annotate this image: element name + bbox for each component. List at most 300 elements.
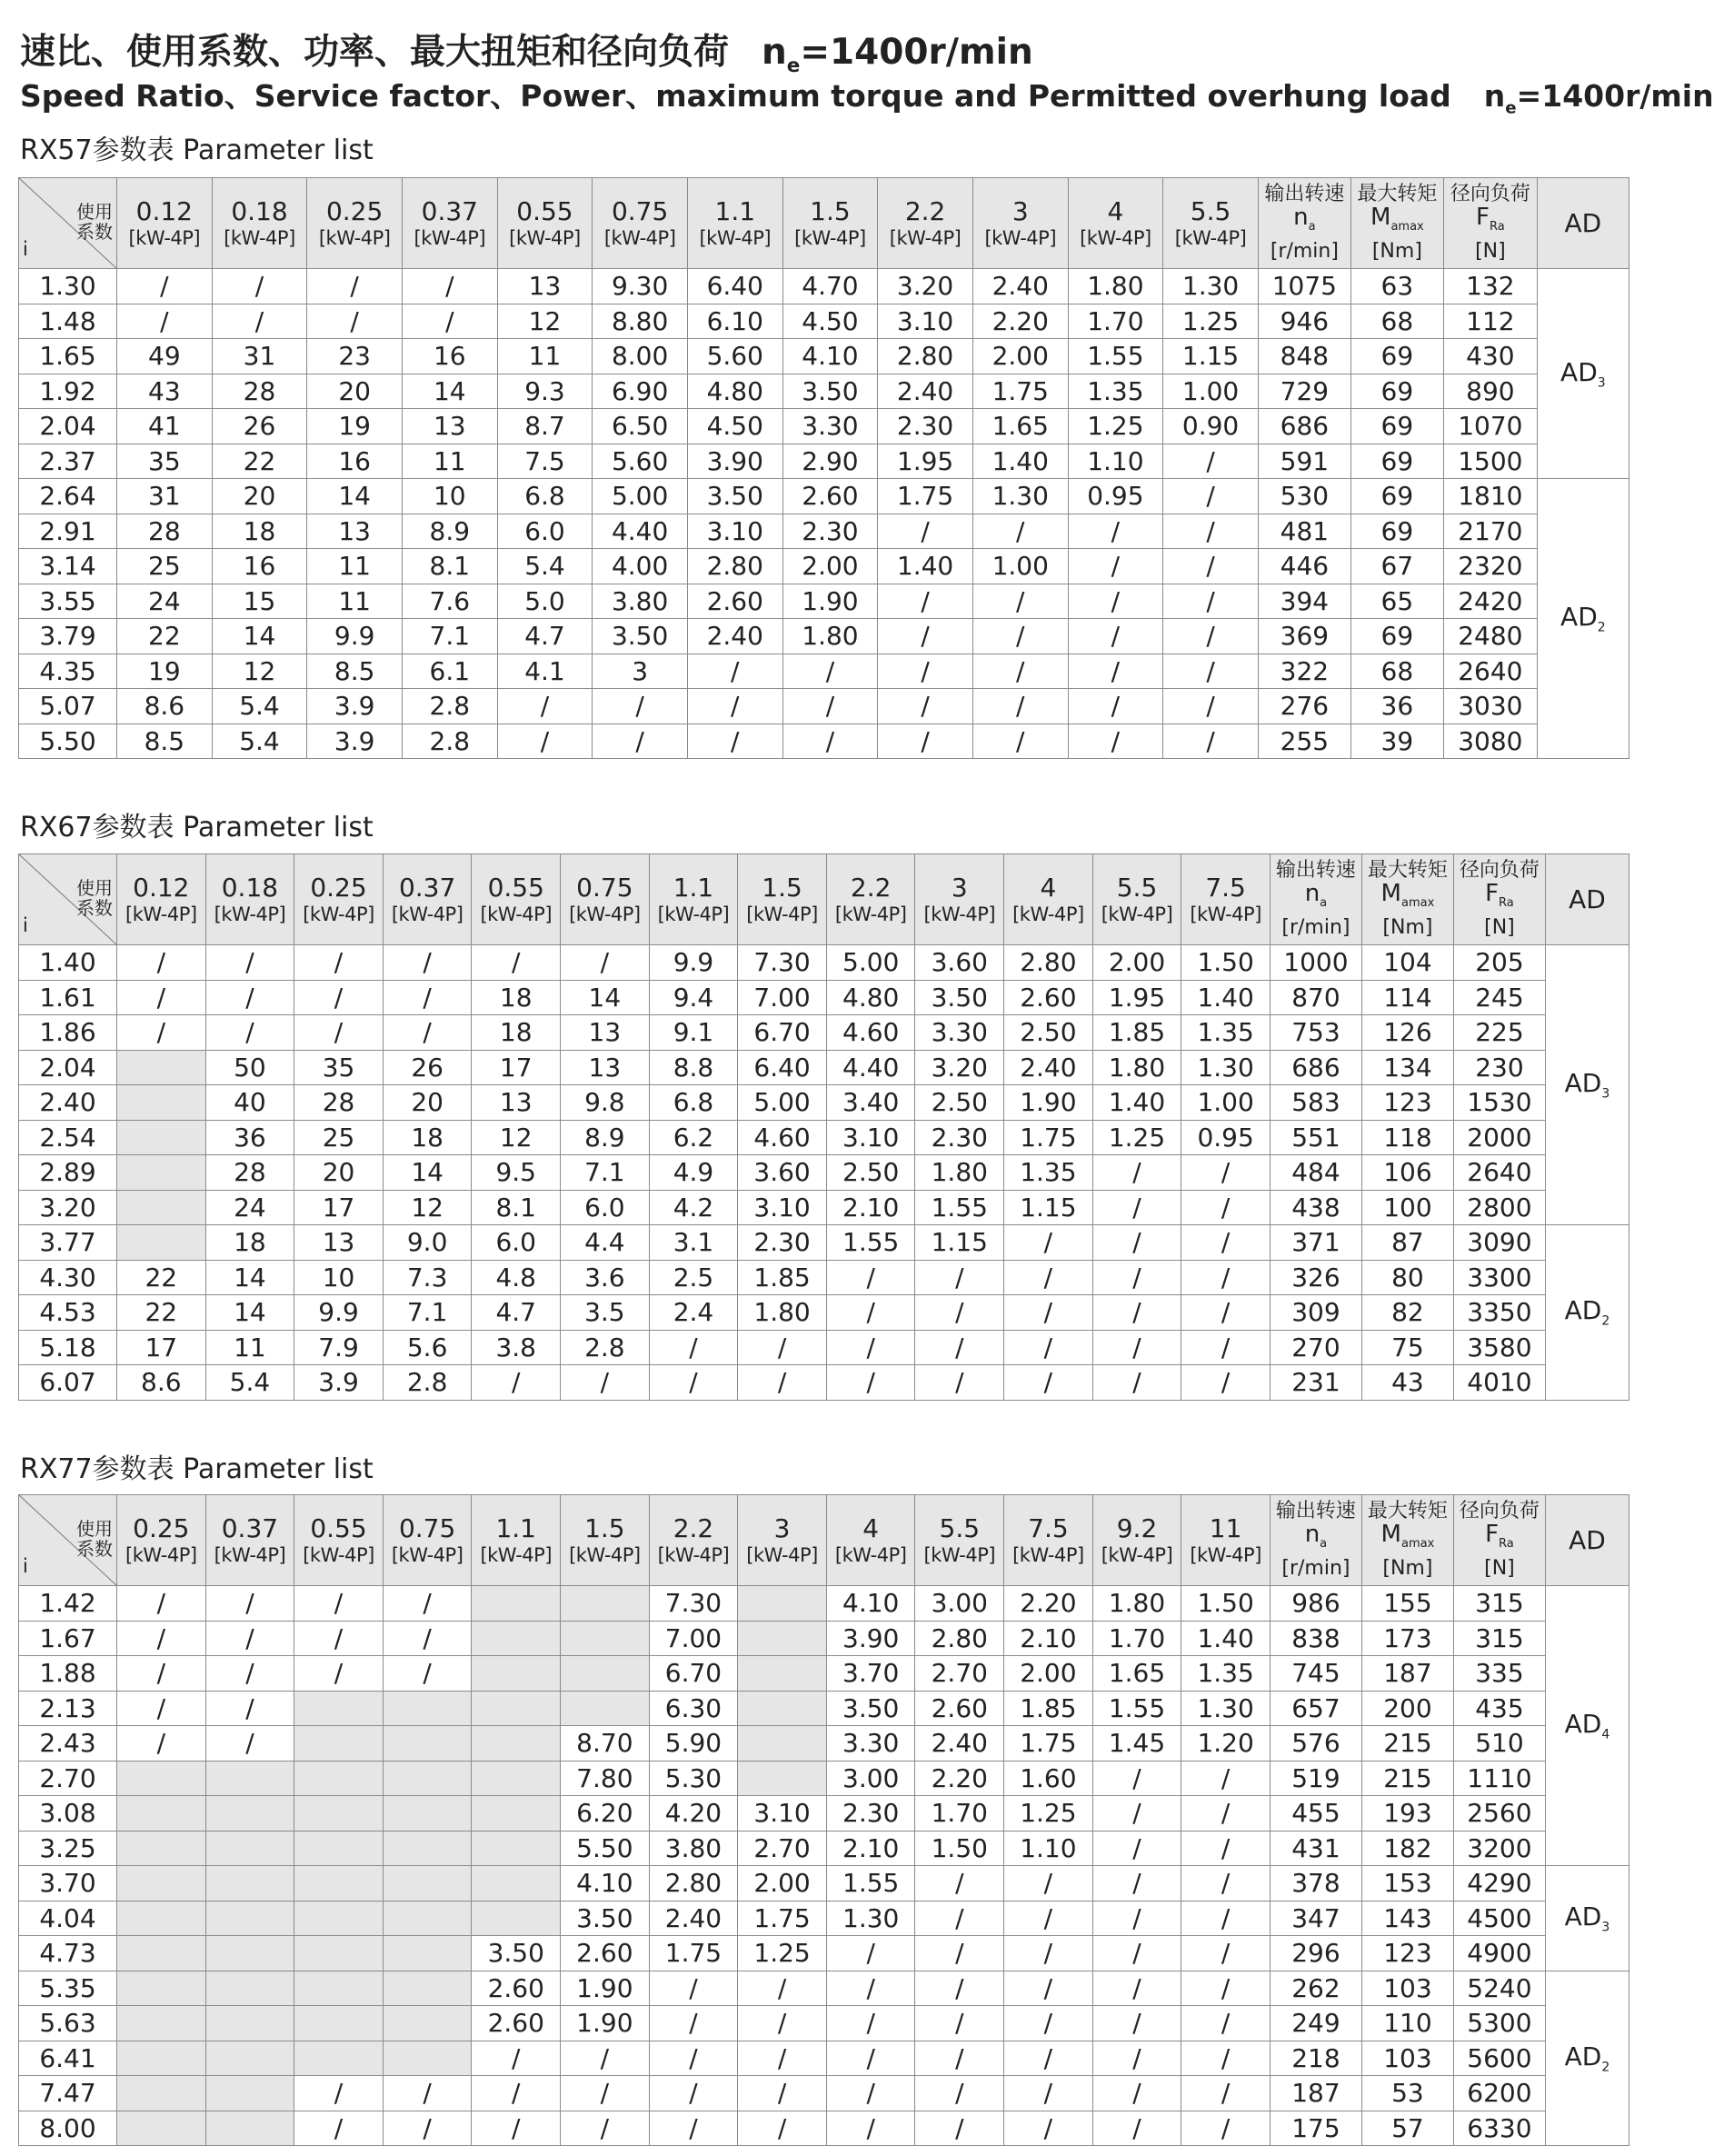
table-cell: / <box>117 304 213 339</box>
table-cell: 3080 <box>1443 724 1537 759</box>
power-unit: [kW-4P] <box>746 903 818 925</box>
table-cell: 14 <box>402 374 497 409</box>
table-cell: 5.4 <box>212 689 307 724</box>
table-cell: / <box>826 2076 915 2111</box>
table-cell: / <box>294 2076 384 2111</box>
table-cell <box>117 1971 206 2006</box>
table-cell <box>294 1761 384 1796</box>
table-cell: 5300 <box>1453 2006 1545 2041</box>
table-cell: / <box>1004 1866 1093 1901</box>
table-cell: 28 <box>117 514 213 549</box>
table-cell: 43 <box>1361 1365 1453 1401</box>
table-cell: / <box>649 1330 738 1365</box>
output-speed-header: 输出转速 $n_a$ [r/min] <box>1258 178 1350 269</box>
table-cell: 50 <box>205 1050 294 1085</box>
table-cell: 1.85 <box>738 1260 827 1295</box>
table-cell: 155 <box>1361 1586 1453 1622</box>
table-cell: / <box>294 1586 384 1622</box>
table-cell: 3.50 <box>472 1936 561 1971</box>
table-cell: 2.20 <box>1004 1586 1093 1622</box>
table-cell: 6.8 <box>497 479 593 514</box>
table-cell: / <box>1068 549 1163 584</box>
table-cell <box>205 1901 294 1936</box>
table-cell: 1.35 <box>1004 1155 1093 1191</box>
ratio-cell: 2.70 <box>19 1761 117 1796</box>
corner-header <box>19 1495 117 1586</box>
table-cell: 276 <box>1258 689 1350 724</box>
table-cell: 16 <box>212 549 307 584</box>
table-cell: 6.90 <box>593 374 688 409</box>
table-cell: 378 <box>1270 1866 1361 1901</box>
table-cell: 1.35 <box>1068 374 1163 409</box>
table-cell <box>383 1796 472 1832</box>
table-cell <box>205 2111 294 2146</box>
table-cell: 2.8 <box>383 1365 472 1401</box>
table-cell: 510 <box>1453 1726 1545 1762</box>
table-cell: / <box>205 980 294 1015</box>
table-row <box>19 1901 1629 1936</box>
table-cell: 24 <box>205 1190 294 1225</box>
table-cell: / <box>383 1586 472 1622</box>
table-cell: / <box>205 945 294 981</box>
table-cell: 2.00 <box>1092 945 1181 981</box>
table-row <box>19 2076 1629 2111</box>
ratio-cell: 5.35 <box>19 1971 117 2006</box>
table-cell: / <box>878 689 973 724</box>
table-cell: / <box>117 980 206 1015</box>
power-header <box>117 178 213 269</box>
table-cell: 1110 <box>1453 1761 1545 1796</box>
table-cell: 4290 <box>1453 1866 1545 1901</box>
table-cell: / <box>117 1015 206 1051</box>
table-cell: / <box>687 724 782 759</box>
ad-group-cell: $AD_4$ <box>1545 1586 1629 1866</box>
power-header <box>1181 1495 1271 1586</box>
table-cell: 20 <box>294 1155 384 1191</box>
power-unit: [kW-4P] <box>125 903 197 925</box>
table-cell: 3.90 <box>687 444 782 479</box>
table-cell: 2.40 <box>878 374 973 409</box>
table-cell: 69 <box>1350 514 1443 549</box>
power-header <box>212 178 307 269</box>
table-cell: 890 <box>1443 374 1537 409</box>
table-cell: 22 <box>117 1260 206 1295</box>
table-cell: 3.1 <box>649 1225 738 1261</box>
table-cell: 1.95 <box>1092 980 1181 1015</box>
table-row <box>19 654 1629 689</box>
table-cell: 5.60 <box>687 339 782 374</box>
table-cell: / <box>826 2041 915 2076</box>
table-cell: 103 <box>1361 2041 1453 2076</box>
ne-label-en: $n_e=1400r/\min$ <box>1483 78 1714 118</box>
table-row <box>19 1586 1629 1622</box>
table-cell: 11 <box>307 584 403 619</box>
power-header <box>472 854 561 945</box>
table-cell <box>294 1901 384 1936</box>
table-cell: 215 <box>1361 1726 1453 1762</box>
table-cell: 4.10 <box>561 1866 650 1901</box>
table-cell: / <box>1092 1295 1181 1331</box>
ratio-i-label: i <box>23 914 28 936</box>
table-cell: 2.8 <box>402 724 497 759</box>
table-row <box>19 374 1629 409</box>
power-header <box>972 178 1068 269</box>
table-cell: 8.1 <box>402 549 497 584</box>
table-cell <box>472 1656 561 1692</box>
table-row <box>19 514 1629 549</box>
table-cell: 7.3 <box>383 1260 472 1295</box>
power-unit: [kW-4P] <box>1080 226 1151 249</box>
table-cell: / <box>472 1365 561 1401</box>
table-cell: 3200 <box>1453 1831 1545 1866</box>
table-cell: 2.70 <box>915 1656 1004 1692</box>
table-cell: 2.70 <box>738 1831 827 1866</box>
table-cell: 28 <box>212 374 307 409</box>
table-cell: / <box>472 945 561 981</box>
table-cell: / <box>117 1726 206 1762</box>
table-cell: 3.70 <box>826 1656 915 1692</box>
table-cell: 1.75 <box>972 374 1068 409</box>
table-cell: 1.45 <box>1092 1726 1181 1762</box>
table-cell: 4.2 <box>649 1190 738 1225</box>
table-cell: 1.40 <box>1181 1621 1271 1656</box>
table-cell: / <box>1092 1866 1181 1901</box>
table-cell: 69 <box>1350 444 1443 479</box>
power-value: 0.37 <box>398 872 456 903</box>
table-cell: / <box>1004 2076 1093 2111</box>
power-header <box>205 1495 294 1586</box>
table-cell: 49 <box>117 339 213 374</box>
table-cell: / <box>1181 1866 1271 1901</box>
table-cell: 2.00 <box>738 1866 827 1901</box>
table-cell: 1.65 <box>1092 1656 1181 1692</box>
table-cell: 2.40 <box>915 1726 1004 1762</box>
section-title-rx57: RX57参数表 Parameter list <box>20 135 374 166</box>
table-cell: 2.30 <box>915 1120 1004 1155</box>
table-cell: 8.5 <box>307 654 403 689</box>
table-cell: 4.20 <box>649 1796 738 1832</box>
ratio-cell: 4.73 <box>19 1936 117 1971</box>
table-cell: 123 <box>1361 1936 1453 1971</box>
table-cell: 2.60 <box>915 1691 1004 1726</box>
table-cell <box>117 1831 206 1866</box>
table-row <box>19 1330 1629 1365</box>
power-value: 0.25 <box>325 195 384 226</box>
table-cell <box>561 1691 650 1726</box>
table-cell: 576 <box>1270 1726 1361 1762</box>
table-cell: 2.80 <box>649 1866 738 1901</box>
power-header <box>561 854 650 945</box>
power-unit: [kW-4P] <box>480 1543 553 1566</box>
table-cell: 1.80 <box>738 1295 827 1331</box>
table-cell: 1.55 <box>826 1225 915 1261</box>
table-cell: 13 <box>294 1225 384 1261</box>
table-cell: / <box>1181 1971 1271 2006</box>
power-header <box>1163 178 1259 269</box>
table-cell: / <box>1092 1155 1181 1191</box>
table-cell: 322 <box>1258 654 1350 689</box>
power-header <box>1068 178 1163 269</box>
table-cell: / <box>878 724 973 759</box>
ratio-cell: 4.30 <box>19 1260 117 1295</box>
table-cell: 16 <box>307 444 403 479</box>
table-cell: 1.65 <box>972 409 1068 444</box>
table-cell: 123 <box>1361 1085 1453 1121</box>
table-cell: 153 <box>1361 1866 1453 1901</box>
power-header <box>687 178 782 269</box>
power-unit: [kW-4P] <box>923 1543 996 1566</box>
table-cell: 3.5 <box>561 1295 650 1331</box>
power-unit: [kW-4P] <box>984 226 1057 249</box>
page-title-cn <box>20 24 1033 77</box>
table-cell: 1.55 <box>915 1190 1004 1225</box>
power-value: 11 <box>1209 1512 1242 1543</box>
table-cell: 3.20 <box>915 1050 1004 1085</box>
table-cell: / <box>826 1330 915 1365</box>
ratio-cell: 3.55 <box>19 584 117 619</box>
output-speed-header: 输出转速 $n_a$ [r/min] <box>1270 854 1361 945</box>
table-cell: / <box>1092 1831 1181 1866</box>
power-header <box>294 854 384 945</box>
table-cell: / <box>878 514 973 549</box>
power-header <box>1004 854 1093 945</box>
table-cell: 53 <box>1361 2076 1453 2111</box>
table-cell: / <box>294 1621 384 1656</box>
ratio-cell: 2.37 <box>19 444 117 479</box>
table-cell: 1.75 <box>878 479 973 514</box>
table-cell: / <box>1181 1330 1271 1365</box>
power-header <box>738 1495 827 1586</box>
table-cell: 255 <box>1258 724 1350 759</box>
table-cell: / <box>826 1295 915 1331</box>
corner-header <box>19 854 117 945</box>
power-header <box>383 854 472 945</box>
table-cell: 6.2 <box>649 1120 738 1155</box>
power-unit: [kW-4P] <box>569 903 641 925</box>
table-cell: 2.00 <box>972 339 1068 374</box>
table-cell <box>294 1831 384 1866</box>
table-cell: 2560 <box>1453 1796 1545 1832</box>
table-cell: 2.50 <box>826 1155 915 1191</box>
table-cell: / <box>826 2006 915 2041</box>
table-cell: 1.25 <box>1092 1120 1181 1155</box>
table-cell: / <box>1163 444 1259 479</box>
table-cell: 6.8 <box>649 1085 738 1121</box>
table-cell: 6.0 <box>472 1225 561 1261</box>
table-cell: 75 <box>1361 1330 1453 1365</box>
power-unit: [kW-4P] <box>224 226 295 249</box>
ad-group-cell: $AD_3$ <box>1537 269 1629 479</box>
power-unit: [kW-4P] <box>318 226 391 249</box>
ad-group-cell: $AD_2$ <box>1545 1225 1629 1401</box>
table-cell <box>472 1691 561 1726</box>
table-cell: 2.80 <box>1004 945 1093 981</box>
table-cell: / <box>383 1015 472 1051</box>
power-header <box>1181 854 1271 945</box>
table-cell: 2.8 <box>402 689 497 724</box>
table-cell <box>383 1691 472 1726</box>
table-cell: / <box>472 2111 561 2146</box>
power-unit: [kW-4P] <box>1012 903 1084 925</box>
power-value: 2.2 <box>673 1512 714 1543</box>
table-cell: 18 <box>472 980 561 1015</box>
table-cell: 2.60 <box>782 479 878 514</box>
table-cell <box>738 1656 827 1692</box>
table-cell: 2320 <box>1443 549 1537 584</box>
table-cell: 1.75 <box>1004 1726 1093 1762</box>
table-cell: 1.25 <box>1068 409 1163 444</box>
ratio-cell: 3.79 <box>19 619 117 654</box>
table-cell: 262 <box>1270 1971 1361 2006</box>
table-cell: 2.50 <box>915 1085 1004 1121</box>
table-cell: / <box>1163 654 1259 689</box>
table-row <box>19 2006 1629 2041</box>
table-cell: 8.8 <box>649 1050 738 1085</box>
power-value: 1.1 <box>714 195 756 226</box>
table-cell: / <box>117 269 213 304</box>
table-cell: 63 <box>1350 269 1443 304</box>
table-cell: 1.30 <box>972 479 1068 514</box>
table-row <box>19 1190 1629 1225</box>
table-cell: 5.60 <box>593 444 688 479</box>
table-cell: 5.00 <box>738 1085 827 1121</box>
power-header <box>826 854 915 945</box>
table-cell: 3.30 <box>915 1015 1004 1051</box>
table-cell: 8.9 <box>561 1120 650 1155</box>
table-cell: / <box>1092 2111 1181 2146</box>
table-cell: 4900 <box>1453 1936 1545 1971</box>
table-cell: / <box>826 1936 915 1971</box>
table-cell: 8.70 <box>561 1726 650 1762</box>
table-row <box>19 1015 1629 1051</box>
table-cell: 1075 <box>1258 269 1350 304</box>
table-cell: 438 <box>1270 1190 1361 1225</box>
table-cell: 132 <box>1443 269 1537 304</box>
corner-header <box>19 178 117 269</box>
table-cell: / <box>307 304 403 339</box>
ad-group-cell: $AD_3$ <box>1545 945 1629 1225</box>
table-cell <box>294 1691 384 1726</box>
table-cell: 371 <box>1270 1225 1361 1261</box>
table-row <box>19 1831 1629 1866</box>
table-cell: 20 <box>212 479 307 514</box>
power-value: 1.5 <box>810 195 851 226</box>
table-cell: 57 <box>1361 2111 1453 2146</box>
table-cell: 3.00 <box>826 1761 915 1796</box>
table-cell: / <box>1092 1971 1181 2006</box>
table-cell <box>294 1971 384 2006</box>
ratio-cell: 1.65 <box>19 339 117 374</box>
table-cell: 1.25 <box>1004 1796 1093 1832</box>
table-cell: 11 <box>205 1330 294 1365</box>
page-title-en <box>20 73 1714 118</box>
table-cell <box>117 2006 206 2041</box>
power-unit: [kW-4P] <box>391 1543 463 1566</box>
power-unit: [kW-4P] <box>1101 903 1173 925</box>
power-unit: [kW-4P] <box>889 226 962 249</box>
table-cell: 13 <box>497 269 593 304</box>
table-cell: / <box>205 1656 294 1692</box>
table-cell <box>561 1621 650 1656</box>
table-cell: 1000 <box>1270 945 1361 981</box>
table-cell: 1.35 <box>1181 1656 1271 1692</box>
power-unit: [kW-4P] <box>125 1543 197 1566</box>
ratio-cell: 2.43 <box>19 1726 117 1762</box>
table-cell: 1.80 <box>782 619 878 654</box>
table-cell: / <box>1181 1225 1271 1261</box>
table-cell: 2.60 <box>687 584 782 619</box>
table-cell: / <box>1004 1225 1093 1261</box>
power-header <box>649 854 738 945</box>
table-cell <box>472 1726 561 1762</box>
table-cell: 7.1 <box>561 1155 650 1191</box>
table-cell <box>383 1831 472 1866</box>
table-cell <box>383 1901 472 1936</box>
table-cell: 187 <box>1361 1656 1453 1692</box>
table-row <box>19 479 1629 514</box>
table-cell: / <box>915 1971 1004 2006</box>
power-value: 1.5 <box>762 872 802 903</box>
table-cell: 591 <box>1258 444 1350 479</box>
radial-load-header: 径向负荷 $F_{Ra}$ [N] <box>1453 1495 1545 1586</box>
power-unit: [kW-4P] <box>1101 1543 1173 1566</box>
table-cell: 4.1 <box>497 654 593 689</box>
table-cell: 3.40 <box>826 1085 915 1121</box>
table-cell: 7.9 <box>294 1330 384 1365</box>
table-cell: / <box>561 1365 650 1401</box>
table-cell: 5.30 <box>649 1761 738 1796</box>
table-cell: / <box>1004 1295 1093 1331</box>
table-cell: 4.4 <box>561 1225 650 1261</box>
table-cell: 530 <box>1258 479 1350 514</box>
table-cell: 753 <box>1270 1015 1361 1051</box>
table-cell: 2.00 <box>782 549 878 584</box>
table-cell <box>383 2006 472 2041</box>
table-cell: / <box>915 2006 1004 2041</box>
table-cell: 2.30 <box>878 409 973 444</box>
power-header <box>1092 1495 1181 1586</box>
table-cell: 1.40 <box>1181 980 1271 1015</box>
table-cell: 315 <box>1453 1586 1545 1622</box>
table-cell: / <box>307 269 403 304</box>
table-cell: 6.30 <box>649 1691 738 1726</box>
table-cell: 484 <box>1270 1155 1361 1191</box>
table-cell: 4.50 <box>687 409 782 444</box>
table-cell: / <box>593 689 688 724</box>
table-cell: 3350 <box>1453 1295 1545 1331</box>
ratio-cell: 3.14 <box>19 549 117 584</box>
table-cell: 3.90 <box>826 1621 915 1656</box>
table-cell: 2800 <box>1453 1190 1545 1225</box>
table-cell: 1.80 <box>1092 1586 1181 1622</box>
ratio-cell: 4.35 <box>19 654 117 689</box>
power-value: 4 <box>862 1512 880 1543</box>
table-cell: 4.9 <box>649 1155 738 1191</box>
table-cell: 2.90 <box>782 444 878 479</box>
table-cell: / <box>1092 2076 1181 2111</box>
table-cell: 18 <box>212 514 307 549</box>
table-cell: 1.30 <box>1181 1050 1271 1085</box>
table-cell: 6.70 <box>649 1656 738 1692</box>
table-cell: 1.50 <box>1181 1586 1271 1622</box>
table-cell: 1.15 <box>1004 1190 1093 1225</box>
table-cell: / <box>294 1656 384 1692</box>
ratio-cell: 8.00 <box>19 2111 117 2146</box>
table-cell: 7.5 <box>497 444 593 479</box>
table-cell: 36 <box>205 1120 294 1155</box>
table-cell: / <box>294 980 384 1015</box>
table-cell: 10 <box>402 479 497 514</box>
